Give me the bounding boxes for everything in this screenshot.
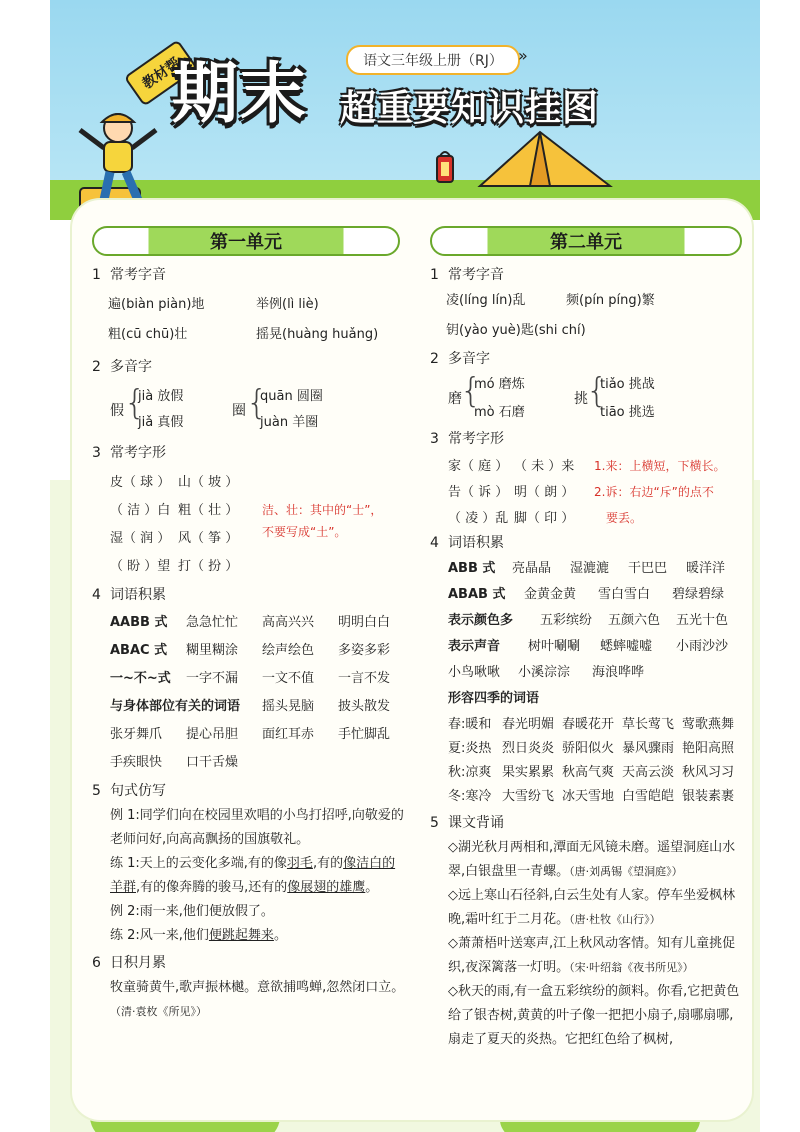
page-subtitle: 超重要知识挂图 <box>340 88 600 129</box>
word-item: 春光明媚 <box>502 717 555 732</box>
section-heading: 2 多音字 <box>92 359 152 375</box>
word-item: 五彩缤纷 <box>540 613 593 628</box>
season-label: 春:暖和 <box>448 717 492 732</box>
char-form-item: （ 洁 ）白 <box>110 503 171 518</box>
pronunciation-item: 摇晃(huàng huǎng) <box>256 327 379 342</box>
sentence-practice: 练 2:风一来,他们便跳起舞来。 <box>110 928 287 943</box>
char-form-item: 告（ 诉 ） <box>448 485 509 500</box>
polyphone-char: 挑 <box>574 391 588 407</box>
word-item: 小雨沙沙 <box>676 639 729 654</box>
word-item: 天高云淡 <box>622 765 675 780</box>
word-item: 亮晶晶 <box>512 561 552 576</box>
sentence-example: 例 1:同学们向在校园里欢唱的小鸟打招呼,向敬爱的老师问好,向高高飘扬的国旗敬礼。 <box>110 808 404 847</box>
word-item: 绘声绘色 <box>262 643 315 658</box>
word-pattern: ABAC 式 <box>110 643 168 658</box>
word-item: 面红耳赤 <box>262 727 315 742</box>
pronunciation-item: 钥(yào yuè)匙(shi chí) <box>446 323 586 338</box>
word-item: 一文不值 <box>262 671 315 686</box>
char-form-item: 风（ 筝 ） <box>178 531 239 546</box>
word-item: 一字不漏 <box>186 671 239 686</box>
polyphone-reading: juàn 羊圈 <box>260 415 319 430</box>
char-form-item: 明（ 朗 ） <box>514 485 575 500</box>
polyphone-reading: jiǎ 真假 <box>138 415 184 430</box>
polyphone-reading: mó 磨炼 <box>474 377 525 392</box>
polyphone-reading: quān 圆圈 <box>260 389 323 404</box>
section-heading: 4 词语积累 <box>430 535 504 551</box>
word-item: 白雪皑皑 <box>622 789 675 804</box>
polyphone-char: 磨 <box>448 391 462 407</box>
word-item: 多姿多彩 <box>338 643 391 658</box>
word-item: 糊里糊涂 <box>186 643 239 658</box>
polyphone-char: 假 <box>110 403 124 419</box>
section-heading: 2 多音字 <box>430 351 490 367</box>
char-form-item: 山（ 坡 ） <box>178 475 239 490</box>
section-heading: 1 常考字音 <box>430 267 504 283</box>
poem-text: ◇远上寒山石径斜,白云生处有人家。停车坐爱枫林晚,霜叶红于二月花。（唐·杜牧《山行》） <box>448 888 736 927</box>
word-item: 大雪纷飞 <box>502 789 555 804</box>
lantern-icon <box>434 148 456 188</box>
word-item: 口干舌燥 <box>186 755 239 770</box>
section-heading: 4 词语积累 <box>92 587 166 603</box>
section-heading: 5 课文背诵 <box>430 815 504 831</box>
word-pattern: 一~不~式 <box>110 671 171 686</box>
poem-text: ◇萧萧梧叶送寒声,江上秋风动客情。知有儿童挑促织,夜深篱落一灯明。（宋·叶绍翁《夜书所见》） <box>448 936 736 975</box>
page-title: 期末 <box>172 55 308 132</box>
word-item: 雪白雪白 <box>598 587 651 602</box>
word-item: 张牙舞爪 <box>110 727 163 742</box>
section-heading: 5 句式仿写 <box>92 783 166 799</box>
word-item: 蟋蟀嘘嘘 <box>600 639 653 654</box>
word-item: 暖洋洋 <box>686 561 726 576</box>
word-pattern: 形容四季的词语 <box>448 691 540 706</box>
char-form-item: 粗（ 壮 ） <box>178 503 239 518</box>
char-form-item: 脚（ 印 ） <box>514 511 575 526</box>
writing-note: 2.诉：右边“斥”的点不 <box>594 485 714 499</box>
word-pattern: ABB 式 <box>448 561 496 576</box>
word-item: 冰天雪地 <box>562 789 615 804</box>
char-form-item: 打（ 扮 ） <box>178 559 239 574</box>
word-item: 金黄金黄 <box>524 587 577 602</box>
grade-badge: 语文三年级上册（RJ） <box>346 45 520 75</box>
word-item: 银装素裹 <box>682 789 735 804</box>
writing-note: 洁、壮：其中的“士”， <box>262 503 383 517</box>
brace-icon: { <box>246 383 268 423</box>
word-item: 手忙脚乱 <box>338 727 391 742</box>
chevron-right-icon: » <box>518 46 528 65</box>
section-heading: 1 常考字音 <box>92 267 166 283</box>
word-item: 莺歌燕舞 <box>682 717 735 732</box>
word-pattern: AABB 式 <box>110 615 168 630</box>
word-item: 摇头晃脑 <box>262 699 315 714</box>
writing-note: 要丢。 <box>606 511 643 525</box>
polyphone-reading: tiāo 挑选 <box>600 405 655 420</box>
pronunciation-item: 举例(lì liè) <box>256 297 319 312</box>
sentence-practice: 练 1:天上的云变化多端,有的像羽毛,有的像洁白的羊群,有的像奔腾的骏马,还有的像展翅的雄鹰。 <box>110 856 396 895</box>
season-label: 冬:寒冷 <box>448 789 492 804</box>
poem-text: 牧童骑黄牛,歌声振林樾。意欲捕鸣蝉,忽然闭口立。（清·袁枚《所见》） <box>110 980 405 1018</box>
word-item: 暴风骤雨 <box>622 741 675 756</box>
polyphone-reading: mò 石磨 <box>474 405 525 420</box>
word-item: 急急忙忙 <box>186 615 239 630</box>
unit1-header: 第一单元 <box>92 226 400 256</box>
brace-icon: { <box>460 371 482 411</box>
word-item: 艳阳高照 <box>682 741 735 756</box>
word-item: 果实累累 <box>502 765 555 780</box>
word-pattern: ABAB 式 <box>448 587 506 602</box>
season-label: 夏:炎热 <box>448 741 492 756</box>
section-heading: 3 常考字形 <box>92 445 166 461</box>
word-item: 披头散发 <box>338 699 391 714</box>
word-item: 湿漉漉 <box>570 561 610 576</box>
word-item: 碧绿碧绿 <box>672 587 725 602</box>
writing-note: 1.来：上横短，下横长。 <box>594 459 726 473</box>
char-form-item: 湿（ 润 ） <box>110 531 171 546</box>
word-item: 提心吊胆 <box>186 727 239 742</box>
poem-text: ◇湖光秋月两相和,潭面无风镜未磨。遥望洞庭山水翠,白银盘里一青螺。（唐·刘禹锡《望洞庭》） <box>448 840 736 879</box>
sentence-example: 例 2:雨一来,他们便放假了。 <box>110 904 274 919</box>
char-form-item: 家（ 庭 ） <box>448 459 509 474</box>
brace-icon: { <box>586 371 608 411</box>
char-form-item: （ 凌 ）乱 <box>448 511 509 526</box>
word-item: 干巴巴 <box>628 561 668 576</box>
prose-text: ◇秋天的雨,有一盒五彩缤纷的颜料。你看,它把黄色给了银杏树,黄黄的叶子像一把把小扇子,扇哪扇哪,扇走了夏天的炎热。它把红色给了枫树, <box>448 984 740 1047</box>
word-item: 手疾眼快 <box>110 755 163 770</box>
word-item: 烈日炎炎 <box>502 741 555 756</box>
tent-illustration <box>470 128 620 188</box>
pronunciation-item: 凌(líng lín)乱 <box>446 293 526 308</box>
word-item: 小溪淙淙 <box>518 665 571 680</box>
section-heading: 3 常考字形 <box>430 431 504 447</box>
polyphone-reading: jià 放假 <box>138 389 184 404</box>
section-heading: 6 日积月累 <box>92 955 166 971</box>
word-pattern: 与身体部位有关的词语 <box>110 699 241 714</box>
word-item: 草长莺飞 <box>622 717 675 732</box>
word-item: 五颜六色 <box>608 613 661 628</box>
word-item: 明明白白 <box>338 615 391 630</box>
polyphone-reading: tiǎo 挑战 <box>600 377 655 392</box>
word-item: 秋风习习 <box>682 765 735 780</box>
word-item: 小鸟啾啾 <box>448 665 501 680</box>
polyphone-char: 圈 <box>232 403 246 419</box>
char-form-item: （ 盼 ）望 <box>110 559 171 574</box>
pronunciation-item: 遍(biàn piàn)地 <box>108 297 205 312</box>
pronunciation-item: 粗(cū chū)壮 <box>108 327 188 342</box>
poster <box>50 0 760 1132</box>
char-form-item: 皮（ 球 ） <box>110 475 171 490</box>
word-item: 骄阳似火 <box>562 741 615 756</box>
word-item: 一言不发 <box>338 671 391 686</box>
word-pattern: 表示声音 <box>448 639 501 654</box>
word-pattern: 表示颜色多 <box>448 613 514 628</box>
brace-icon: { <box>124 383 146 423</box>
brand-tag: 教材帮 <box>124 39 199 106</box>
word-item: 秋高气爽 <box>562 765 615 780</box>
word-item: 春暖花开 <box>562 717 615 732</box>
word-item: 高高兴兴 <box>262 615 315 630</box>
writing-note: 不要写成“土”。 <box>262 525 347 539</box>
word-item: 树叶唰唰 <box>528 639 581 654</box>
word-item: 五光十色 <box>676 613 729 628</box>
char-form-item: （ 未 ）来 <box>514 459 575 474</box>
pronunciation-item: 频(pín píng)繁 <box>566 293 655 308</box>
season-label: 秋:凉爽 <box>448 765 492 780</box>
word-item: 海浪哗哗 <box>592 665 645 680</box>
unit2-header: 第二单元 <box>430 226 742 256</box>
